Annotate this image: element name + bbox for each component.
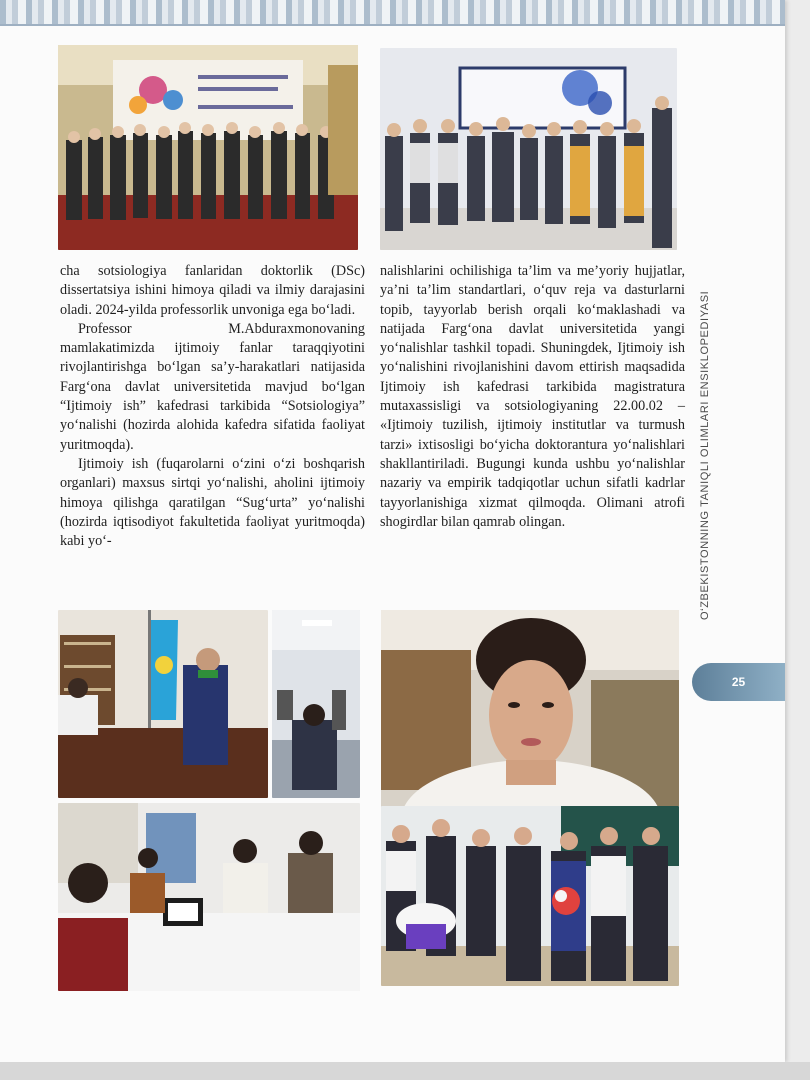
encyclopedia-side-title: O‘ZBEKISTONNING TANIQLI OLIMLARI ENSIKLOPEDIYASI bbox=[699, 290, 711, 620]
photo-office-workers bbox=[58, 803, 360, 991]
page-number-tab bbox=[692, 663, 785, 701]
article-left-column bbox=[60, 262, 365, 551]
paragraph: Professor M.Abduraxmonovaning mamlakatimizda ijtimoiy fanlar taraqqiyotini rivojlantirishga bo‘lgan sa’y-harakatlari natijasida Farg‘ona davlat universitetida mavjud bo‘lgan “Ijtimoiy ish” kafedrasi tarkibida “Sotsiologiya” yo‘nalishi (hozirda alohida kafedra sifatida faoliyat yuritmoqda). bbox=[60, 320, 365, 453]
article-right-column bbox=[380, 262, 685, 532]
bottom-shadow-strip bbox=[0, 1062, 810, 1080]
page-number: 25 bbox=[731, 675, 746, 689]
paragraph: nalishlarini ochilishiga ta’lim va me’yoriy hujjatlar, ya’ni ta’lim standartlari, o‘quv reja va dasturlarni topib, tayyorlab berish orqali ko‘maklashadi va natijada Farg‘ona davlat universitetida yangi yo‘nalishlar tashkil topadi. Shuningdek, Ijtimoiy ish yo‘nalishini rivojlanishini davom ettirish maqsadida Ijtimoiy ish kafedrasi tarkibida magistratura mutaxassisligi va sotsiologiyaning 22.00.02 – «Ijtimoiy tuzilish, ijtimoiy institutlar va turmush tarzi» ixtisosligi bo‘yicha doktorantura yo‘nalishlari shakllantiriladi. Bugungi kunda ushbu yo‘nalishlar nazariy va empirik tadqiqotlar uchun sifatli kadrlar tayyorlanishiga xizmat qilmoqda. Olimani atrofi shogirdlar bilan qamrab olingan. bbox=[380, 263, 685, 530]
photo-group-with-flowers bbox=[381, 806, 679, 986]
photo-group-conference-hall bbox=[58, 45, 358, 250]
photo-office-with-flag bbox=[58, 610, 268, 798]
top-ornament-border bbox=[0, 0, 785, 26]
paragraph: cha sotsiologiya fanlaridan doktorlik (DSc) dissertatsiya ishini himoya qiladi va ilmiy darajasini oladi. 2024-yilda professorlik unvoniga ega bo‘ladi. bbox=[60, 263, 365, 318]
photo-group-with-officials bbox=[380, 48, 677, 250]
photo-classroom bbox=[272, 610, 360, 798]
paragraph: Ijtimoiy ish (fuqarolarni o‘zini o‘zi boshqarish organlari) maxsus sirtqi yo‘nalishi, aholini ijtimoiy himoya qilishga qaratilgan “Sug‘urta” yo‘nalishi (hozirda iqtisodiyot fakultetida faoliyat yuritmoqda) kabi yo‘- bbox=[60, 455, 365, 550]
photo-professor-portrait bbox=[381, 610, 679, 828]
